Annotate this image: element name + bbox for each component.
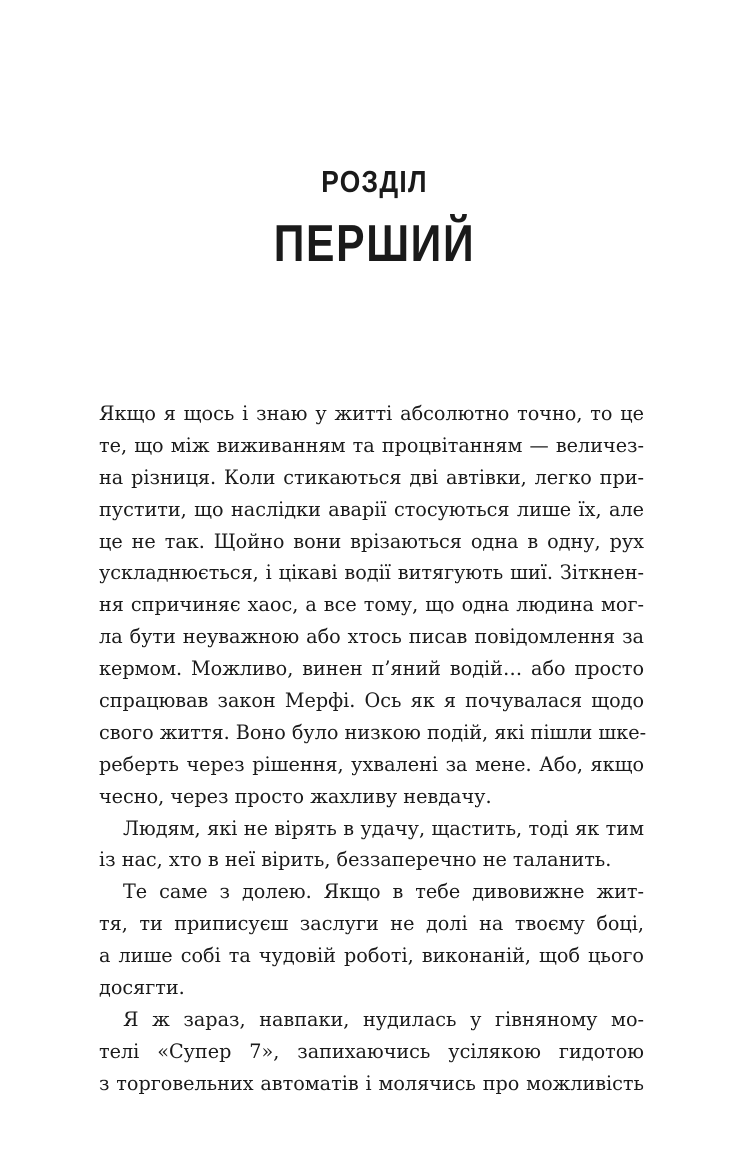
text-line: пустити, що наслідки аварії стосуються лише їх, але <box>99 497 644 521</box>
text-line: Людям, які не вірять в удачу, щастить, тоді як тим <box>123 816 644 840</box>
text-line: те, що між виживанням та процвітанням — величез- <box>99 433 644 457</box>
text-line: з торговельних автоматів і молячись про можливість <box>99 1071 644 1095</box>
text-line: на різниця. Коли стикаються дві автівки, легко при- <box>99 465 644 489</box>
text-line: кермом. Можливо, винен п’яний водій… або просто <box>99 657 644 681</box>
text-line: Якщо я щось і знаю у житті абсолютно точно, то це <box>99 402 644 425</box>
chapter-label: РОЗДІЛ <box>321 164 428 199</box>
text-line: це не так. Щойно вони врізаються одна в одну, рух <box>99 529 644 553</box>
text-line: реберть через рішення, ухвалені за мене. Або, якщо <box>99 752 644 776</box>
chapter-title: ПЕРШИЙ <box>273 215 476 273</box>
text-line: ускладнюється, і цікаві водії витягують шиї. Зіткнен- <box>99 561 644 585</box>
text-line: чесно, через просто жахливу невдачу. <box>99 784 492 808</box>
text-line: тя, ти приписуєш заслуги не долі на твоєму боці, <box>99 912 644 936</box>
text-line: спрацював закон Мерфі. Ось як я почувалася щодо <box>99 689 644 713</box>
text-line: із нас, хто в неї вірить, беззаперечно не таланить. <box>99 848 612 872</box>
text-line: свого життя. Воно було низкою подій, які пішли шке- <box>99 720 647 744</box>
text-line: Те саме з долею. Якщо в тебе дивовижне жит- <box>123 880 644 904</box>
text-line: телі «Супер 7», запихаючись усілякою гидотою <box>99 1039 644 1063</box>
text-line: ня спричиняє хаос, а все тому, що одна людина мог- <box>99 593 644 617</box>
body-text <box>99 398 647 1100</box>
text-line: а лише собі та чудовій роботі, виконаній, щоб цього <box>99 944 644 968</box>
text-line: Я ж зараз, навпаки, нудилась у гівняному мо- <box>123 1007 644 1031</box>
chapter-heading <box>0 160 749 278</box>
text-line: ла бути неуважною або хтось писав повідомлення за <box>99 625 644 649</box>
text-line: досягти. <box>99 976 185 1000</box>
